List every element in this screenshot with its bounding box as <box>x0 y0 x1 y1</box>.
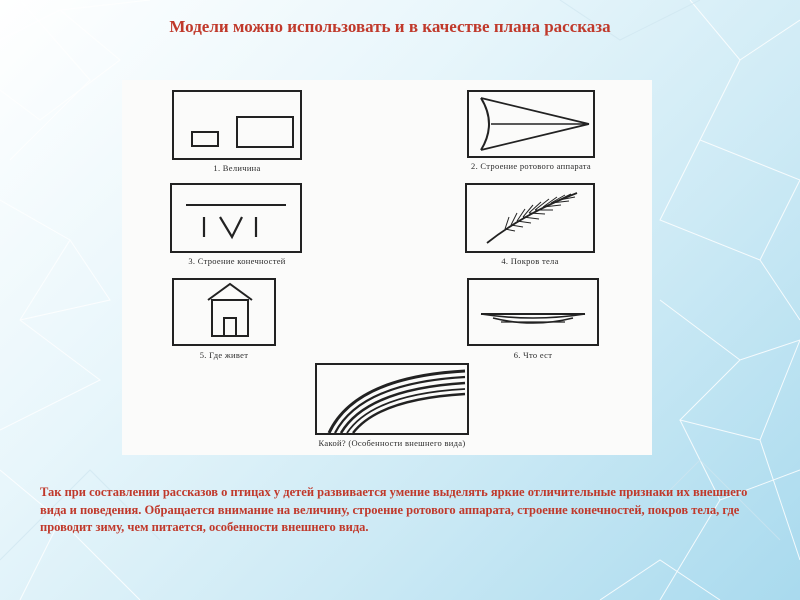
plate-icon <box>467 278 599 346</box>
model-caption: 4. Покров тела <box>501 256 559 266</box>
story-plan-models-panel <box>122 80 652 455</box>
slide-body-text: Так при составлении рассказов о птицах у детей развивается умение выделять яркие отличительные признаки их внешнего вида и поведения. Обращается внимание на величину, строение ротового аппарата, строение конечностей, покров тела, где проводит зиму, чем питается, особенности внешнего вида. <box>40 485 748 534</box>
model-card-house <box>172 278 276 346</box>
model-card-limbs <box>170 183 302 253</box>
model-caption: 2. Строение ротового аппарата <box>471 161 591 171</box>
arc-stripes-icon <box>315 363 469 435</box>
model-card-size <box>172 90 302 160</box>
limbs-icon <box>170 183 302 253</box>
model-caption: 5. Где живет <box>199 350 249 360</box>
house-icon <box>172 278 276 346</box>
beak-icon <box>467 90 595 158</box>
size-rectangles-icon <box>172 90 302 160</box>
model-caption: Какой? (Особенности внешнего вида) <box>318 438 466 448</box>
model-card-plate <box>467 278 599 346</box>
model-card-beak <box>467 90 595 158</box>
model-caption: 6. Что ест <box>513 350 553 360</box>
model-caption: 3. Строение конечностей <box>188 256 286 266</box>
feather-icon <box>465 183 595 253</box>
model-card-appearance <box>315 363 469 435</box>
model-caption: 1. Величина <box>213 163 261 173</box>
model-card-feather <box>465 183 595 253</box>
slide-title: Модели можно использовать и в качестве плана рассказа <box>169 17 611 36</box>
